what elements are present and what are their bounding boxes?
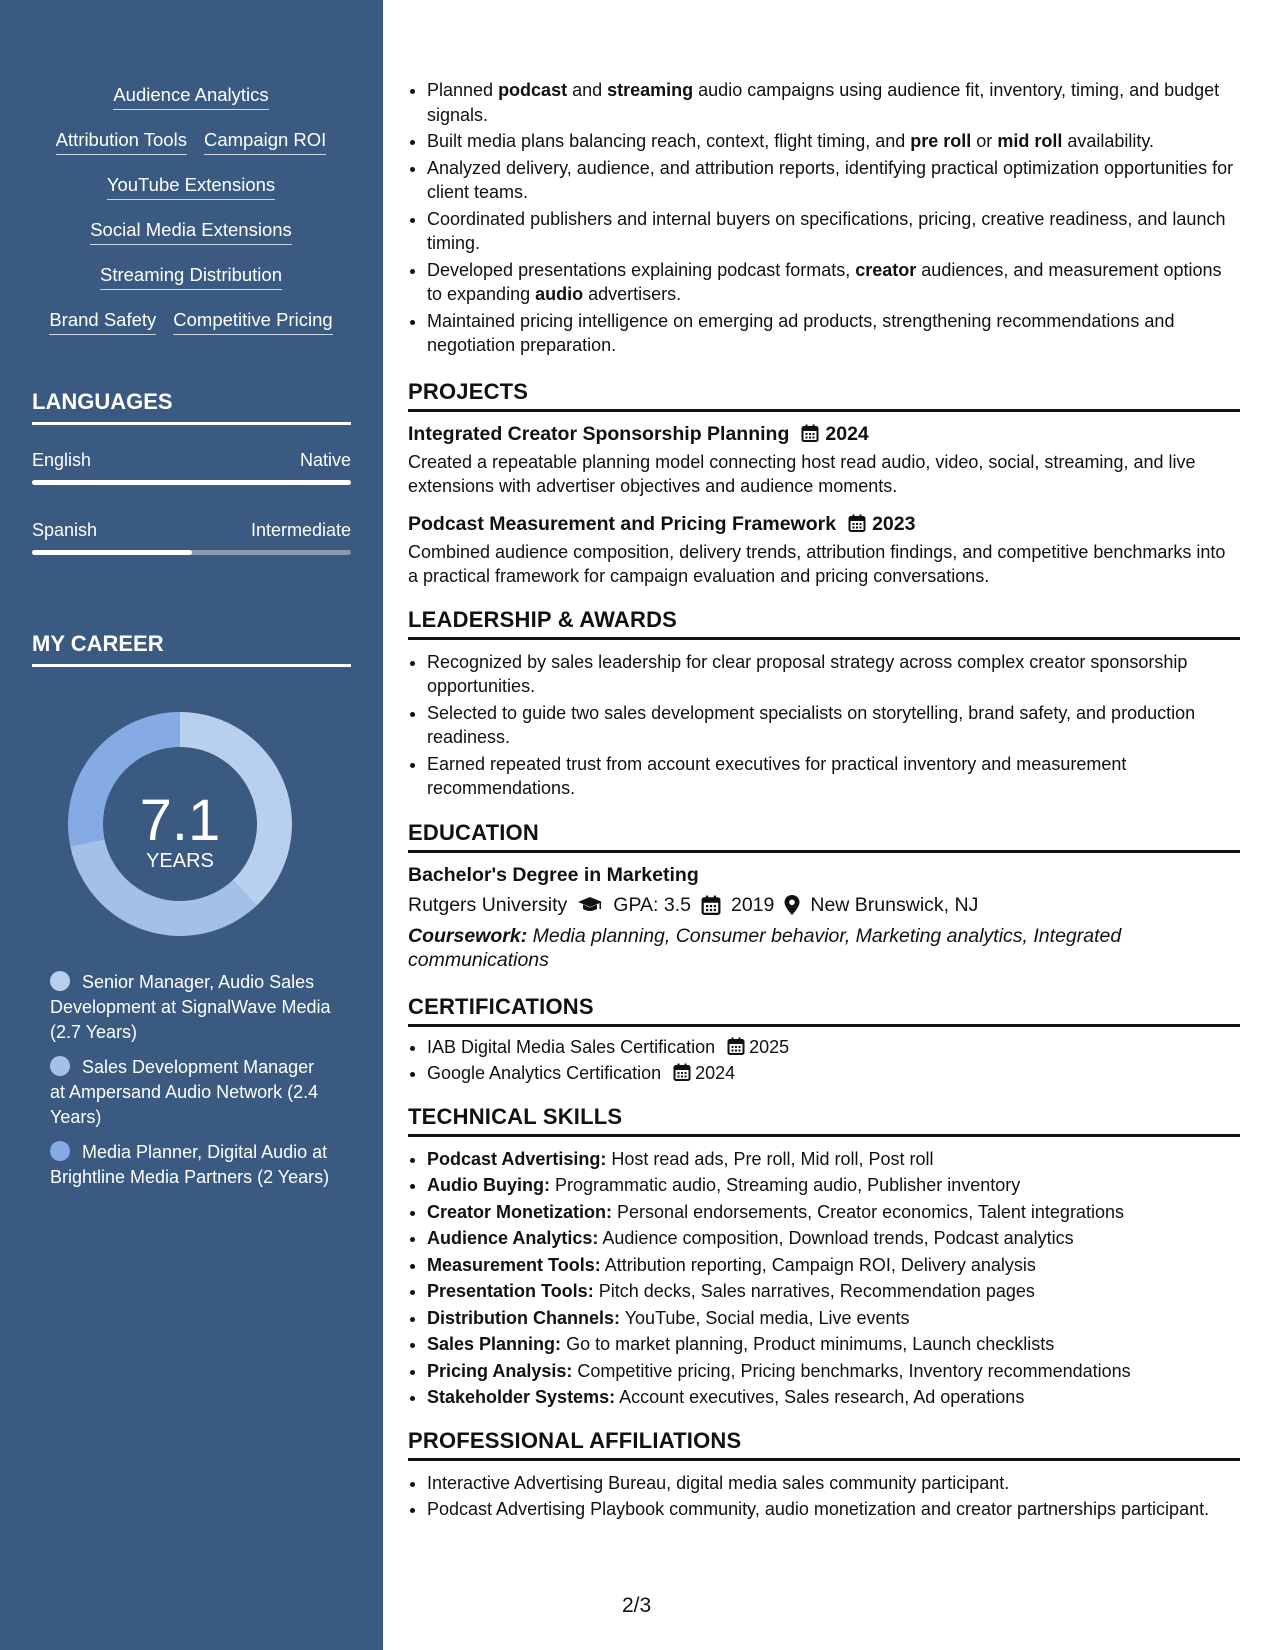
skill-tag: Campaign ROI <box>204 129 326 155</box>
language-bar <box>32 480 351 485</box>
skill-label: Podcast Advertising: <box>427 1148 607 1169</box>
project-year: 2023 <box>872 512 916 535</box>
edu-gpa: GPA: 3.5 <box>613 893 691 916</box>
edu-degree: Bachelor's Degree in Marketing <box>408 863 699 886</box>
project-description: Created a repeatable planning model connecting host read audio, video, social, streaming, and live extensions with advertiser objectives and audience moments. <box>408 451 1196 496</box>
skill-label: Measurement Tools: <box>427 1254 601 1275</box>
language-name: English <box>32 450 92 470</box>
career-heading: MY CAREER <box>32 630 351 667</box>
skill-value: Competitive pricing, Pricing benchmarks, Inventory recommendations <box>577 1360 1131 1381</box>
legend-dot <box>50 971 70 991</box>
technical-skill-item <box>427 1173 1240 1198</box>
bullet-text: Maintained pricing intelligence on emerging ad products, strengthening recommendations and negotiation preparation. <box>427 310 1175 355</box>
bullet-text: availability. <box>1062 131 1155 151</box>
skill-value: Host read ads, Pre roll, Mid roll, Post roll <box>611 1148 934 1169</box>
career-section <box>32 630 351 667</box>
bold-keyword: streaming <box>607 80 694 100</box>
career-legend-item <box>50 1055 332 1130</box>
experience-bullet <box>427 207 1240 256</box>
language-bar-fill <box>32 480 351 485</box>
bold-keyword: mid roll <box>997 131 1063 151</box>
skill-label: Audience Analytics: <box>427 1228 599 1248</box>
bullet-text: or <box>971 131 998 151</box>
bold-keyword: audio <box>535 284 584 304</box>
skill-value: Account executives, Sales research, Ad operations <box>619 1387 1025 1407</box>
career-total: 7.1 <box>139 788 221 853</box>
skill-tag: Social Media Extensions <box>90 219 292 245</box>
leadership-item: • Earned repeated trust from account executives for practical inventory and measurement recommendations. <box>427 752 1240 801</box>
bullet-text: advertisers. <box>583 284 682 304</box>
career-legend-item <box>50 970 332 1045</box>
career-unit: YEARS <box>146 850 214 872</box>
tag-row <box>30 174 352 200</box>
skill-tag: Audience Analytics <box>113 84 268 110</box>
project-heading <box>408 512 1240 536</box>
career-legend-text: Sales Development Manager at Ampersand Audio Network (2.4 Years) <box>50 1057 319 1127</box>
bullet-text: Developed presentations explaining podcast formats, <box>427 259 856 280</box>
skill-tag: Brand Safety <box>49 309 156 335</box>
bold-keyword: creator <box>855 259 917 280</box>
career-legend-item <box>50 1140 332 1190</box>
project-item <box>408 422 1240 499</box>
bullet-text: and <box>567 80 608 100</box>
experience-bullet <box>427 156 1240 205</box>
bold-keyword: podcast <box>498 80 568 100</box>
technical-skill-item <box>427 1385 1240 1410</box>
skill-tags <box>30 84 352 354</box>
graduation-cap-icon <box>577 896 603 914</box>
technical-skill-item <box>427 1200 1240 1225</box>
project-description: Combined audience composition, delivery trends, attribution findings, and competitive benchmarks into a practical framework for campaign evaluation and pricing conversations. <box>408 541 1226 586</box>
edu-school: Rutgers University <box>408 893 568 916</box>
tag-row <box>30 264 352 290</box>
bullet-text: Built media plans balancing reach, context, flight timing, and <box>427 131 911 151</box>
calendar-icon <box>701 895 721 915</box>
certifications-section <box>408 993 1240 1086</box>
main-content <box>408 78 1240 1524</box>
technical-skill-item <box>427 1279 1240 1304</box>
skill-value: Audience composition, Download trends, Podcast analytics <box>602 1228 1074 1248</box>
bullet-text: Analyzed delivery, audience, and attribution reports, identifying practical optimization opportunities for client teams. <box>427 157 1234 202</box>
skill-value: Go to market planning, Product minimums, Launch checklists <box>566 1334 1055 1354</box>
certification-name: IAB Digital Media Sales Certification <box>427 1036 716 1057</box>
career-legend <box>50 970 332 1200</box>
tag-row <box>30 219 352 245</box>
affiliations-list <box>408 1471 1240 1522</box>
language-name: Spanish <box>32 520 98 540</box>
career-donut-chart <box>66 710 294 938</box>
project-name: Podcast Measurement and Pricing Framework <box>408 512 837 535</box>
certifications-list <box>408 1035 1240 1086</box>
language-bar <box>32 550 351 555</box>
technical-skill-item <box>427 1306 1240 1331</box>
project-item <box>408 512 1240 589</box>
project-name: Integrated Creator Sponsorship Planning <box>408 422 790 445</box>
skill-tag: Attribution Tools <box>56 129 187 155</box>
language-level: Intermediate <box>250 520 351 540</box>
legend-dot <box>50 1056 70 1076</box>
affiliations-title: PROFESSIONAL AFFILIATIONS <box>408 1427 1240 1461</box>
calendar-icon <box>801 424 819 442</box>
bullet-text: audio campaigns using audience fit, inventory, timing, and budget signals. <box>427 80 1220 125</box>
edu-year: 2019 <box>730 893 775 916</box>
tag-row <box>30 309 352 335</box>
affiliations-section <box>408 1427 1240 1522</box>
skill-label: Distribution Channels: <box>427 1307 620 1328</box>
career-legend-text: Senior Manager, Audio Sales Development at SignalWave Media (2.7 Years) <box>50 972 331 1042</box>
certification-year: 2025 <box>749 1036 790 1057</box>
project-year: 2024 <box>825 422 869 445</box>
language-item <box>32 449 351 485</box>
affiliation-item: • Podcast Advertising Playbook community, audio monetization and creator partnerships participant. <box>427 1497 1240 1522</box>
projects-title: PROJECTS <box>408 378 1240 412</box>
bullet-text: Coordinated publishers and internal buyers on specifications, pricing, creative readiness, and launch timing. <box>427 208 1226 253</box>
edu-location: New Brunswick, NJ <box>810 893 979 916</box>
sidebar <box>0 0 383 1650</box>
skill-value: Pitch decks, Sales narratives, Recommendation pages <box>598 1281 1035 1301</box>
coursework-label: Coursework: <box>408 924 528 947</box>
bold-keyword: pre roll <box>910 131 972 151</box>
experience-bullet <box>427 129 1240 154</box>
leadership-item: • Recognized by sales leadership for clear proposal strategy across complex creator sponsorship opportunities. <box>427 650 1240 699</box>
skill-label: Sales Planning: <box>427 1334 562 1354</box>
skill-value: Programmatic audio, Streaming audio, Publisher inventory <box>555 1175 1021 1195</box>
experience-bullet <box>427 309 1240 358</box>
language-row <box>32 449 351 471</box>
skill-label: Stakeholder Systems: <box>427 1387 616 1407</box>
career-legend-text: Media Planner, Digital Audio at Brightline Media Partners (2 Years) <box>50 1142 330 1187</box>
bullet-text: audiences, and measurement options to expanding <box>427 259 1222 304</box>
page-number: 2/3 <box>622 1594 652 1617</box>
technical-list <box>408 1147 1240 1410</box>
bullet-text: Planned <box>427 80 499 100</box>
project-heading <box>408 422 1240 446</box>
language-bar-fill <box>32 550 192 555</box>
tag-row <box>30 129 352 155</box>
skill-tag: YouTube Extensions <box>107 174 275 200</box>
coursework-text: Media planning, Consumer behavior, Marketing analytics, Integrated communications <box>408 924 1122 971</box>
language-item <box>32 519 351 555</box>
certifications-title: CERTIFICATIONS <box>408 993 1240 1027</box>
education-section <box>408 819 1240 973</box>
affiliation-item: • Interactive Advertising Bureau, digital media sales community participant. <box>427 1471 1240 1496</box>
calendar-icon <box>673 1063 691 1081</box>
experience-bullet <box>427 258 1240 307</box>
technical-skill-item <box>427 1226 1240 1251</box>
certification-item <box>427 1035 1240 1060</box>
certification-year: 2024 <box>695 1063 736 1083</box>
calendar-icon <box>727 1037 745 1055</box>
calendar-icon <box>848 514 866 532</box>
skill-label: Audio Buying: <box>427 1175 550 1195</box>
edu-coursework <box>408 924 1240 973</box>
leadership-title: LEADERSHIP & AWARDS <box>408 606 1240 640</box>
technical-skill-item <box>427 1253 1240 1278</box>
leadership-item: • Selected to guide two sales development specialists on storytelling, brand safety, and production readiness. <box>427 701 1240 750</box>
language-level: Native <box>299 450 351 470</box>
skill-label: Presentation Tools: <box>427 1281 594 1301</box>
technical-skill-item <box>427 1147 1240 1172</box>
location-pin-icon <box>784 895 800 915</box>
certification-name: Google Analytics Certification <box>427 1063 662 1083</box>
legend-dot <box>50 1141 70 1161</box>
education-title: EDUCATION <box>408 819 1240 853</box>
languages-list <box>32 449 351 555</box>
experience-bullet <box>427 78 1240 127</box>
technical-section <box>408 1103 1240 1410</box>
technical-title: TECHNICAL SKILLS <box>408 1103 1240 1137</box>
projects-section <box>408 378 1240 589</box>
technical-skill-item <box>427 1359 1240 1384</box>
tag-row <box>30 84 352 110</box>
languages-section <box>32 388 351 555</box>
experience-bullets <box>408 78 1240 358</box>
leadership-section <box>408 606 1240 801</box>
skill-tag: Competitive Pricing <box>173 309 332 335</box>
certification-item <box>427 1061 1240 1086</box>
skill-label: Creator Monetization: <box>427 1201 613 1222</box>
technical-skill-item <box>427 1332 1240 1357</box>
language-row <box>32 519 351 541</box>
skill-value: YouTube, Social media, Live events <box>624 1307 910 1328</box>
edu-meta <box>408 892 1240 918</box>
leadership-list <box>408 650 1240 801</box>
skill-value: Attribution reporting, Campaign ROI, Delivery analysis <box>604 1254 1036 1275</box>
skill-label: Pricing Analysis: <box>427 1360 573 1381</box>
languages-heading: LANGUAGES <box>32 388 351 425</box>
skill-tag: Streaming Distribution <box>100 264 282 290</box>
skill-value: Personal endorsements, Creator economics, Talent integrations <box>617 1201 1124 1222</box>
